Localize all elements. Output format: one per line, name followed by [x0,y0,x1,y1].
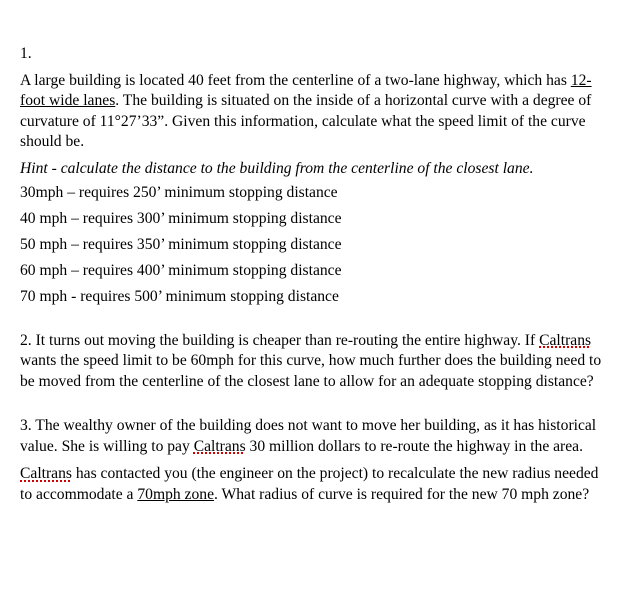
question-1-text-end: . The building is situated on the inside of a horizontal curve with a degree of curvature of 11°27’33”. Given this information, calculate what the speed limit of the curve should be. [20,92,592,150]
question-3-followup-end: . What radius of curve is required for the new 70 mph zone? [214,485,590,503]
question-1-number: 1. [20,45,32,62]
speed-requirement-30: 30mph – requires 250’ minimum stopping distance [20,184,338,201]
question-1-text [20,71,610,153]
lane-width-underlined: 12-foot wide lanes [20,71,592,109]
speed-zone-underlined: 70mph zone [137,485,214,503]
caltrans-spellcheck-word: Caltrans [539,331,592,349]
question-3-text-end: 30 million dollars to re-route the highway in the area. [245,437,583,455]
question-2-text [20,331,610,393]
caltrans-spellcheck-word: Caltrans [193,437,246,455]
question-1-hint: Hint - calculate the distance to the building from the centerline of the closest lane. [20,159,534,177]
question-3-text [20,416,610,457]
speed-requirement-60: 60 mph – requires 400’ minimum stopping distance [20,262,342,280]
question-3-followup [20,464,610,505]
question-2-text-start: 2. It turns out moving the building is cheaper than re-routing the entire highway. If [20,331,540,349]
speed-requirement-50: 50 mph – requires 350’ minimum stopping distance [20,236,342,254]
question-3-followup-start: has contacted you (the engineer on the project) to recalculate the new radius needed to accommodate a [20,465,599,503]
question-1-text-start: A large building is located 40 feet from the centerline of a two-lane highway, which has [20,71,571,89]
question-2-text-end: wants the speed limit to be 60mph for this curve, how much further does the building need to be moved from the centerline of the closest lane to allow for an adequate stopping distance? [20,352,602,390]
speed-requirement-70: 70 mph - requires 500’ minimum stopping distance [20,288,339,306]
speed-requirement-40: 40 mph – requires 300’ minimum stopping distance [20,210,342,228]
question-3-text-start: 3. The wealthy owner of the building does not want to move her building, as it has historical value. She is willing to pay [20,417,597,455]
document-page [20,44,610,505]
caltrans-spellcheck-word: Caltrans [20,465,72,483]
